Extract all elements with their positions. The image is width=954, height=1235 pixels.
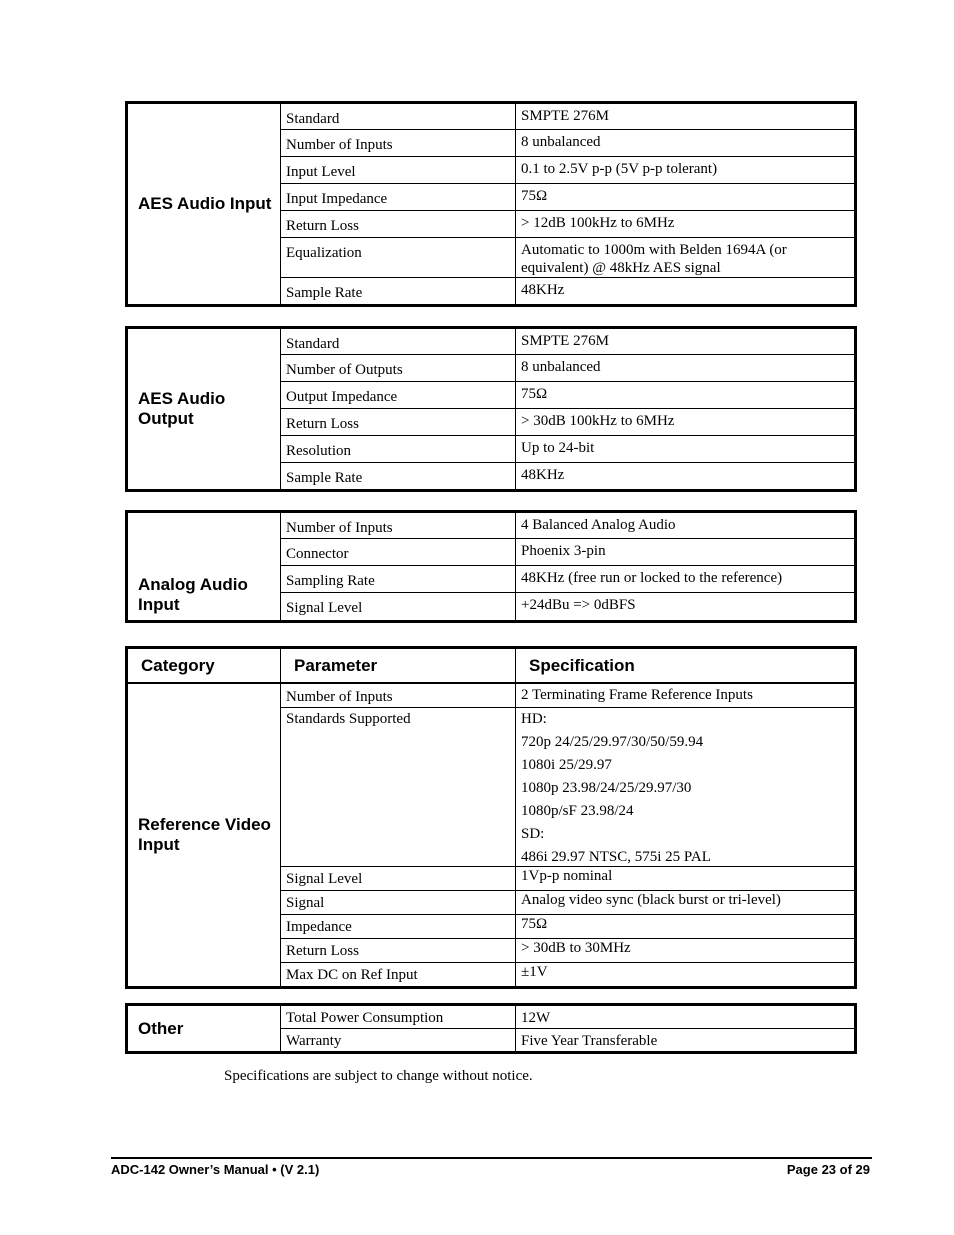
param-cell: Standard xyxy=(281,103,516,130)
value-cell: 75Ω xyxy=(516,914,856,938)
value-cell: Automatic to 1000m with Belden 1694A (or equivalent) @ 48kHz AES signal xyxy=(516,238,856,278)
param-cell: Sampling Rate xyxy=(281,566,516,593)
value-cell: 2 Terminating Frame Reference Inputs xyxy=(516,683,856,707)
param-cell: Input Level xyxy=(281,157,516,184)
param-cell: Sample Rate xyxy=(281,463,516,491)
value-cell: 75Ω xyxy=(516,184,856,211)
param-cell: Impedance xyxy=(281,914,516,938)
value-line: HD: xyxy=(521,710,547,727)
spec-table-aes-audio-input xyxy=(125,101,857,307)
category-label: AES Audio Output xyxy=(127,328,281,491)
value-cell: 12W xyxy=(516,1005,856,1029)
spec-table-reference-video-input xyxy=(125,646,857,989)
param-cell: Signal Level xyxy=(281,593,516,622)
value-cell: 0.1 to 2.5V p-p (5V p-p tolerant) xyxy=(516,157,856,184)
value-cell: Five Year Transferable xyxy=(516,1029,856,1053)
value-cell: +24dBu => 0dBFS xyxy=(516,593,856,622)
param-cell: Sample Rate xyxy=(281,278,516,306)
value-line: 486i 29.97 NTSC, 575i 25 PAL xyxy=(521,848,711,865)
value-cell xyxy=(516,707,856,866)
value-cell: SMPTE 276M xyxy=(516,328,856,355)
value-line: 720p 24/25/29.97/30/50/59.94 xyxy=(521,733,704,750)
param-cell: Total Power Consumption xyxy=(281,1005,516,1029)
param-cell: Standards Supported xyxy=(281,707,516,866)
value-cell: 4 Balanced Analog Audio xyxy=(516,512,856,539)
param-cell: Number of Inputs xyxy=(281,130,516,157)
footer-page-number: Page 23 of 29 xyxy=(786,1162,870,1177)
param-cell: Signal Level xyxy=(281,866,516,890)
header-category: Category xyxy=(127,648,281,684)
value-cell: > 30dB 100kHz to 6MHz xyxy=(516,409,856,436)
param-cell: Resolution xyxy=(281,436,516,463)
value-cell: 1Vp-p nominal xyxy=(516,866,856,890)
param-cell: Max DC on Ref Input xyxy=(281,962,516,987)
category-label: AES Audio Input xyxy=(127,103,281,306)
param-cell: Signal xyxy=(281,890,516,914)
value-cell: Phoenix 3-pin xyxy=(516,539,856,566)
category-label: Analog Audio Input xyxy=(127,512,281,622)
param-cell: Number of Inputs xyxy=(281,512,516,539)
value-cell: Analog video sync (black burst or tri-level) xyxy=(516,890,856,914)
spec-table-analog-audio-input xyxy=(125,510,857,623)
param-cell: Equalization xyxy=(281,238,516,278)
specifications-note: Specifications are subject to change without notice. xyxy=(224,1068,533,1084)
footer-manual-title: ADC-142 Owner’s Manual • (V 2.1) xyxy=(111,1162,320,1177)
param-cell: Number of Outputs xyxy=(281,355,516,382)
param-cell: Warranty xyxy=(281,1029,516,1053)
value-cell: SMPTE 276M xyxy=(516,103,856,130)
value-cell: > 12dB 100kHz to 6MHz xyxy=(516,211,856,238)
value-cell: Up to 24-bit xyxy=(516,436,856,463)
spec-table-aes-audio-output xyxy=(125,326,857,492)
param-cell: Connector xyxy=(281,539,516,566)
param-cell: Return Loss xyxy=(281,211,516,238)
value-line: 1080p 23.98/24/25/29.97/30 xyxy=(521,779,692,796)
header-specification: Specification xyxy=(516,648,856,684)
value-cell: 8 unbalanced xyxy=(516,355,856,382)
param-cell: Output Impedance xyxy=(281,382,516,409)
value-line: 1080p/sF 23.98/24 xyxy=(521,802,634,819)
value-cell: ±1V xyxy=(516,962,856,987)
footer-rule xyxy=(111,1157,872,1159)
header-parameter: Parameter xyxy=(281,648,516,684)
value-cell: 48KHz xyxy=(516,278,856,306)
value-line: SD: xyxy=(521,825,545,842)
param-cell: Return Loss xyxy=(281,938,516,962)
param-cell: Input Impedance xyxy=(281,184,516,211)
value-cell: 48KHz (free run or locked to the reference) xyxy=(516,566,856,593)
value-cell: 8 unbalanced xyxy=(516,130,856,157)
param-cell: Number of Inputs xyxy=(281,683,516,707)
param-cell: Standard xyxy=(281,328,516,355)
param-cell: Return Loss xyxy=(281,409,516,436)
value-cell: 48KHz xyxy=(516,463,856,491)
value-line: 1080i 25/29.97 xyxy=(521,756,612,773)
category-label: Other xyxy=(127,1005,281,1053)
value-cell: 75Ω xyxy=(516,382,856,409)
spec-table-other xyxy=(125,1003,857,1054)
value-cell: > 30dB to 30MHz xyxy=(516,938,856,962)
category-label: Reference Video Input xyxy=(127,683,281,987)
